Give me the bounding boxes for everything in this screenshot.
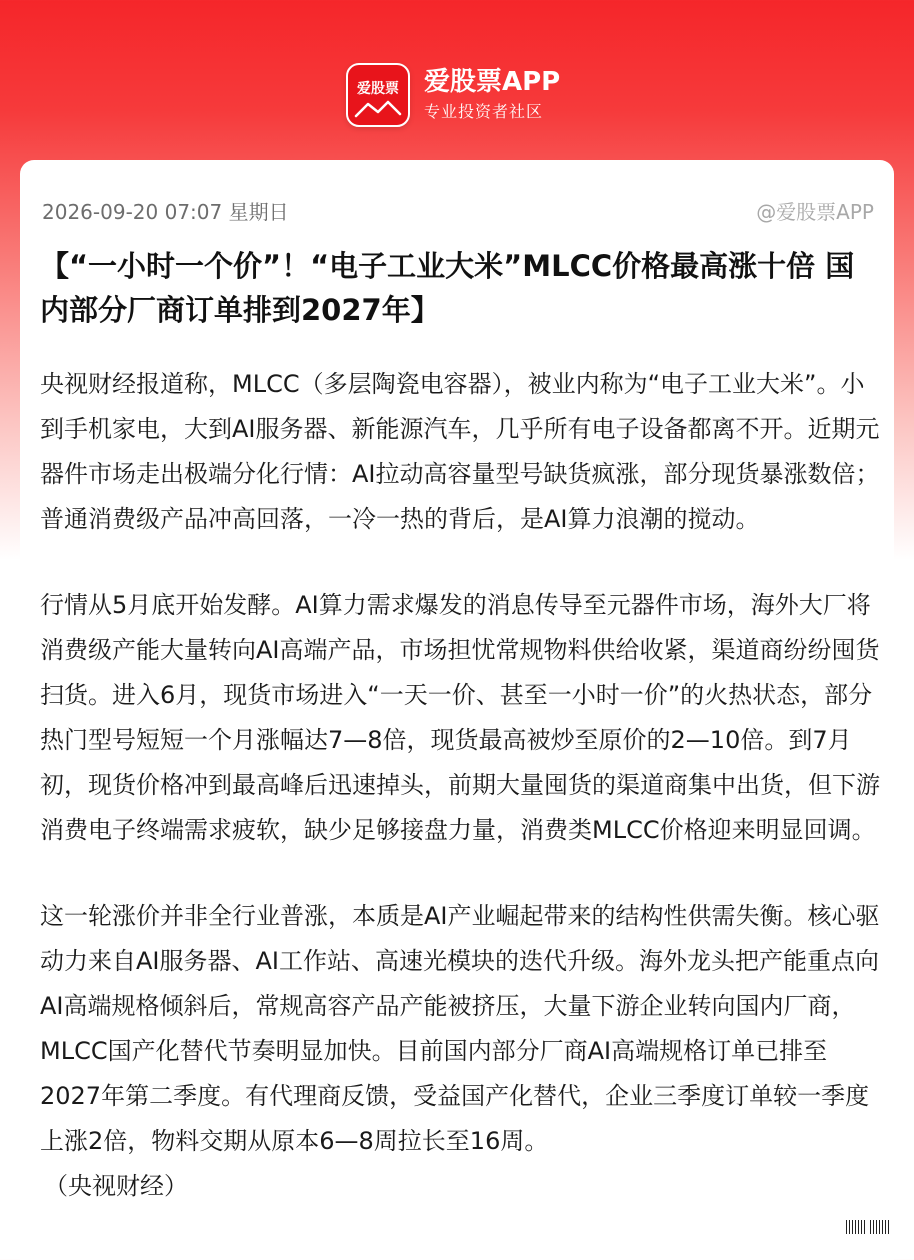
paragraph: 这一轮涨价并非全行业普涨，本质是AI产业崛起带来的结构性供需失衡。核心驱动力来自AI服务器、AI工作站、高速光模块的迭代升级。海外龙头把产能重点向AI高端规格倾斜后，常规高容产品产能被挤压，大量下游企业转向国内厂商，MLCC国产化替代节奏明显加快。目前国内部分厂商AI高端规格订单已排至2027年第二季度。有代理商反馈，受益国产化替代，企业三季度订单较一季度上涨2倍，物料交期从原本6—8周拉长至16周。 xyxy=(40,902,880,1155)
brand-name: 爱股票APP xyxy=(424,67,561,97)
publish-date: 2026-09-20 07:07 星期日 xyxy=(42,200,289,224)
article-card xyxy=(20,160,894,1260)
app-logo xyxy=(346,63,410,127)
article-body xyxy=(40,362,880,1209)
trend-line-icon xyxy=(354,98,404,120)
source-watermark: @爱股票APP xyxy=(756,200,874,224)
source-note: （央视财经） xyxy=(44,1172,188,1200)
brand-text xyxy=(424,67,560,123)
more-icon[interactable] xyxy=(842,1212,890,1242)
brand-header xyxy=(346,63,560,127)
logo-text: 爱股票 xyxy=(357,81,399,97)
paragraph: 行情从5月底开始发酵。AI算力需求爆发的消息传导至元器件市场，海外大厂将消费级产能大量转向AI高端产品，市场担忧常规物料供给收紧，渠道商纷纷囤货扫货。进入6月，现货市场进入“一天一价、甚至一小时一价”的火热状态，部分热门型号短短一个月涨幅达7—8倍，现货最高被炒至原价的2—10倍。到7月初，现货价格冲到最高峰后迅速掉头，前期大量囤货的渠道商集中出货，但下游消费电子终端需求疲软，缺少足够接盘力量，消费类MLCC价格迎来明显回调。 xyxy=(40,591,880,844)
more-bar-icon xyxy=(870,1220,890,1234)
paragraph: 央视财经报道称，MLCC（多层陶瓷电容器），被业内称为“电子工业大米”。小到手机家电，大到AI服务器、新能源汽车，几乎所有电子设备都离不开。近期元器件市场走出极端分化行情：AI拉动高容量型号缺货疯涨，部分现货暴涨数倍；普通消费级产品冲高回落，一冷一热的背后，是AI算力浪潮的搅动。 xyxy=(40,370,880,533)
brand-slogan: 专业投资者社区 xyxy=(424,102,544,121)
article-headline: 【“一小时一个价”！“电子工业大米”MLCC价格最高涨十倍 国内部分厂商订单排到2027年】 xyxy=(40,249,855,327)
article-meta xyxy=(42,196,874,224)
more-bar-icon xyxy=(846,1220,866,1234)
